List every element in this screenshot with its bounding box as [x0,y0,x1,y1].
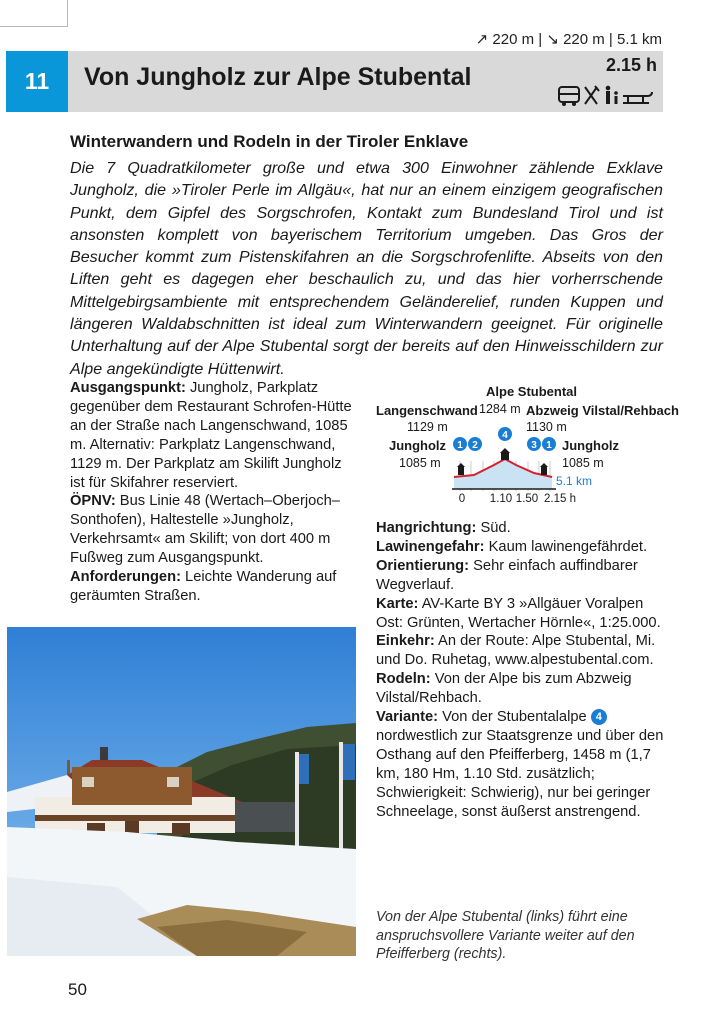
time-tick-1: 1.10 [489,493,513,505]
profile-end-elev: 1085 m [562,456,604,470]
profile-peak-elev: 1284 m [479,402,521,416]
profile-right-mid-label: Abzweig Vilstal/Rehbach [526,403,679,418]
alpine-hut-photo [7,627,356,956]
profile-left-mid-elev: 1129 m [407,420,448,434]
sled-text: Von der Alpe bis zum Abzweig Vilstal/Rehbach. [376,671,632,707]
profile-distance: 5.1 km [556,474,593,488]
bus-icon [559,87,579,106]
tour-duration: 2.15 h [605,55,657,75]
slope-text: Süd. [476,520,511,536]
waypoint-badge: 4 [591,709,607,725]
photo-caption: Von der Alpe Stubental (links) führt eine anspruchsvollere Variante weiter auf den Pfeifferberg (rechts). [376,909,635,963]
hut-icon [501,453,509,460]
waypoint-3: 3 [531,440,537,451]
family-icon [606,86,618,104]
tour-icons [557,82,657,108]
waypoint-1-end: 1 [546,440,552,451]
time-tick-2: 1.50 [515,493,539,505]
stop-label: Einkehr: [376,633,435,650]
variant-text: nordwestlich zur Staatsgrenze und über den Osthang auf den Pfeifferberg, 1458 m (1,7 km, 180 Hm, 1.10 Std. zusätzlich; Schwierigkeit: Schwierig), nur bei geringer Schneelage, sonst äußerst anstrengend. [376,727,664,820]
waypoint-4: 4 [502,430,508,441]
requirements-label: Anforderungen: [70,569,181,586]
crop-mark-vertical [67,0,68,26]
orientation-label: Orientierung: [376,557,470,574]
variant-pre: Von der Stubentalalpe [438,709,591,726]
info-column-right [376,519,666,822]
sled-icon [623,92,652,103]
profile-right-mid-elev: 1130 m [526,420,567,434]
avalanche-text: Kaum lawinengefährdet. [484,538,648,555]
profile-peak-label: Alpe Stubental [486,384,578,399]
map-label: Karte: [376,595,419,612]
section-subtitle: Winterwandern und Rodeln in der Tiroler Enklave [70,132,469,151]
elevation-profile [374,381,683,505]
requirements-text: Leichte Wanderung auf geräumten Straßen. [70,569,337,604]
variant-label: Variante: [376,709,439,726]
profile-start-label: Jungholz [389,438,447,453]
house-icon-end [541,467,547,475]
stop-text: An der Route: Alpe Stubental, Mi. und Do. Ruhetag, www.alpestubental.com. [376,633,656,669]
time-tick-3: 2.15 h [544,493,576,505]
orientation-text: Sehr einfach auffindbarer Wegverlauf. [376,557,638,593]
info-column-left [70,379,360,606]
slope-label: Hangrichtung: [376,520,477,536]
page-title: Von Jungholz zur Alpe Stubental [84,63,472,91]
transport-text: Bus Linie 48 (Wertach–Oberjoch–Sonthofen), Haltestelle »Jungholz, Verkehrsamt« am Skilift; von dort 400 m Fußweg zum Ausgangspunkt. [70,493,340,567]
tour-header [6,51,663,112]
profile-left-mid-label: Langenschwand [376,403,478,418]
tour-stats: ↗ 220 m | ↘ 220 m | 5.1 km [475,31,662,48]
page-number: 50 [68,980,87,999]
house-icon [458,467,464,475]
transport-label: ÖPNV: [70,493,116,510]
time-tick-0: 0 [458,493,466,505]
avalanche-label: Lawinengefahr: [376,538,485,555]
intro-text: Die 7 Quadratkilometer große und etwa 300 Einwohner zählende Exklave Jungholz, die »Tiroler Perle im Allgäu«, hat nur an einem einzigem geografischen Punkt, dem Gipfel des Sorgschrofen, Kontakt zum Bundesland Tirol und ist ansonsten komplett von bayerischem Territorium umgeben. Das Gros der Besucher kommt zum Pistenskifahren an die Sorgschrofenlifte. Abseits von den Liften geht es dagegen eher beschaulich zu, und das hier vorherrschende Mittelgebirgsambiente mit entsprechendem Geländerelief, runden Kuppen und längeren Waldabschnitten ist ideal zum Winterwandern geeignet. Für originelle Unterhaltung auf der Alpe Stubental sorgt der bereits auf den Hinweisschildern zur Alpe angekündigte Hüttenwirt. [70,159,663,378]
waypoint-1-start: 1 [457,440,463,451]
waypoint-2: 2 [472,440,478,451]
sled-label: Rodeln: [376,671,431,688]
start-text: Jungholz, Parkplatz gegenüber dem Restaurant Schrofen-Hütte an der Straße nach Langenschwand, 1085 m. Alternativ: Parkplatz Langenschwand, 1129 m. Der Parkplatz am Skilift Jungholz ist für Skifahrer reserviert. [70,380,352,491]
map-text: AV-Karte BY 3 »Allgäuer Voralpen Ost: Grünten, Wertacher Hörnle«, 1:25.000. [376,595,661,631]
start-label: Ausgangspunkt: [70,380,186,396]
profile-end-label: Jungholz [562,438,620,453]
profile-start-elev: 1085 m [399,456,441,470]
restaurant-icon [585,86,599,104]
tour-number: 11 [6,51,68,112]
crop-mark-horizontal [0,26,68,27]
